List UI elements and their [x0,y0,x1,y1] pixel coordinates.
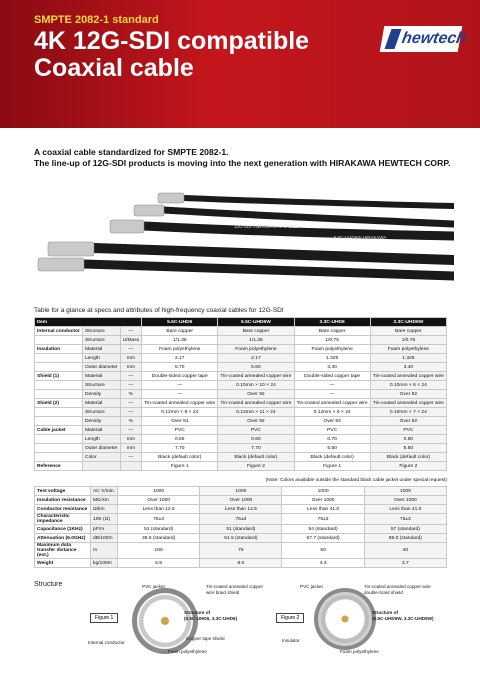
table-cell: 0.60 [370,435,446,444]
table-cell: 75±3 [282,514,364,525]
table-cell: Outer diameter [82,444,120,453]
table-cell: Over 92 [218,390,294,399]
table-cell: pF/m [91,525,118,534]
table-cell: 1000 [118,487,200,496]
table-row [35,444,447,453]
table-cell: Foam polyethylene [294,345,370,354]
table-cell: 75±3 [200,514,282,525]
table-cell: Maximum data transfer distance (est.) [35,543,91,559]
cable-print-1: 12G-SDI 75Ω COAXIAL CABLE [234,224,298,229]
fig1-pvc-label: PVC jacket [142,584,165,589]
table-cell: 1.325 [370,354,446,363]
table-title: Table for a glance at specs and attributes of high-frequency coaxial cables for 12G-SDI [34,307,284,314]
table-cell: 1000 [364,487,446,496]
table-cell: Reference [35,462,83,471]
table-cell: 7.70 [218,444,294,453]
table-cell: Figure 1 [294,462,370,471]
table-cell: Foam polyethylene [142,345,218,354]
table-cell [35,381,83,390]
table-row [35,487,447,496]
table-cell: Length [82,435,120,444]
cable-photo [34,180,454,290]
table-cell: Black (default color) [370,453,446,462]
table-cell: mm [120,363,142,372]
table-cell [35,453,83,462]
table-row [35,453,447,462]
table-cell: Tin-coated annealed copper wire [370,372,446,381]
hero-banner [0,0,480,128]
table-cell: Length [82,354,120,363]
table-cell: PVC [218,426,294,435]
fig2-insulator-label: Insulator [282,638,300,643]
table-cell: PVC [142,426,218,435]
table-cell: 1.325 [294,354,370,363]
table-cell: 50 [282,543,364,559]
table-row [35,435,447,444]
table-row [35,399,447,408]
table-cell: — [120,453,142,462]
table-cell [82,462,120,471]
table-cell: — [142,381,218,390]
table-cell: Structure [82,381,120,390]
fig1-braid-label: Tin-coated annealed copper wire braid shield [206,584,264,595]
table-cell: 1/0.75 [370,336,446,345]
table-cell: Internal conductor [35,327,83,336]
table-cell: 0.70 [294,435,370,444]
figure2-cross-section [312,586,378,652]
table-cell: Over 92 [370,417,446,426]
table-cell: dB/100m [91,534,118,543]
table-header-cell: 3.3C-UHD6 [294,318,370,327]
table-cell: Foam polyethylene [370,345,446,354]
table-cell: Density [82,390,120,399]
table-cell: Tin-coated annealed copper wire [142,399,218,408]
table-cell: — [120,345,142,354]
fig1-label: Figure 1 [90,613,118,623]
table-cell: Conductor resistance [35,505,91,514]
table-cell: 75±3 [364,514,446,525]
logo-mark-icon [384,29,401,49]
table-cell: 67.7 (standard) [282,534,364,543]
table-cell: 99.0 (standard) [364,534,446,543]
table-cell: 3.40 [294,363,370,372]
table-cell: — [120,399,142,408]
table-cell: 51 (standard) [200,525,282,534]
table-cell: Over 92 [370,390,446,399]
table-cell: Material [82,372,120,381]
table-cell: Cable jacket [35,426,83,435]
table-cell [35,390,83,399]
table-cell: 5.50 [294,444,370,453]
table-cell: 4.3 [282,559,364,568]
table-cell: 51 (standard) [118,525,200,534]
table-row [35,514,447,525]
table-cell: Figure 2 [218,462,294,471]
table-cell: Figure 1 [142,462,218,471]
table-cell: Less than 41.0 [364,505,446,514]
table-cell: Outer diameter [82,363,120,372]
table-cell: Double-sided copper tape [142,372,218,381]
table-cell: — [142,390,218,399]
table-cell: Black (default color) [142,453,218,462]
fig2-label: Figure 2 [276,613,304,623]
table-cell: 0.10mm × 6 × 24 [370,381,446,390]
table-cell: — [294,381,370,390]
table-cell: % [120,417,142,426]
table-cell [35,363,83,372]
table-cell: 40 [364,543,446,559]
table-cell: Bare copper [294,327,370,336]
table-cell: mm [120,354,142,363]
table-cell: Structure [82,408,120,417]
electrical-table [34,486,447,568]
table-cell: mm [120,444,142,453]
table-cell: Tin-coated annealed copper wire [218,372,294,381]
table-cell: Black (default color) [218,453,294,462]
table-cell [35,354,83,363]
table-row [35,381,447,390]
table-cell [120,462,142,471]
table-cell: PVC [294,426,370,435]
table-cell: 54 (standard) [282,525,364,534]
table-cell [35,408,83,417]
table-cell: Attenuation (6.0GHz) [35,534,91,543]
table-row [35,390,447,399]
table-cell: 1/1.36 [218,336,294,345]
structure-title: Structure [34,581,63,588]
table-cell: Over 1000 [364,496,446,505]
table-cell: Less than 41.0 [282,505,364,514]
table-cell: Figure 2 [370,462,446,471]
table-cell: — [120,372,142,381]
table-cell: U/Mass [120,336,142,345]
table-cell: Material [82,345,120,354]
table-cell: 2.17 [218,354,294,363]
table-cell: Bare copper [370,327,446,336]
table-cell: Over 91 [142,417,218,426]
table-cell: 0.12mm × 6 × 24 [294,408,370,417]
table-cell: 0.12mm × 11 × 24 [218,408,294,417]
table-row [35,505,447,514]
table-cell: Color [82,453,120,462]
table-cell: Black (default color) [294,453,370,462]
table-row [35,426,447,435]
table-cell: 0.10mm × 10 × 24 [218,381,294,390]
company-logo: hewtech [380,26,463,52]
table-cell: Test voltage [35,487,91,496]
standard-label: SMPTE 2082-1 standard [34,14,159,26]
table-cell: 57 (standard) [364,525,446,534]
table-cell: Material [82,399,120,408]
table-cell [35,336,83,345]
table-row [35,327,447,336]
table-cell: Shield (2) [35,399,83,408]
table-cell: Over 1000 [200,496,282,505]
table-cell: m [91,543,118,559]
table-cell: Double-sided copper tape [294,372,370,381]
table-cell: — [294,390,370,399]
table-cell: Foam polyethylene [218,345,294,354]
table-cell: 0.60 [218,435,294,444]
table-cell: Characteristic impedance [35,514,91,525]
table-row [35,345,447,354]
table-row [35,559,447,568]
table-cell: Bare copper [142,327,218,336]
fig1-structure: Structure of (5.5C-UHD6, 3.3C-UHD6) [184,610,238,621]
table-cell: 51.5 (standard) [200,534,282,543]
table-cell: PVC [370,426,446,435]
table-cell: Over 92 [218,417,294,426]
table-cell: 10K (Ω) [91,514,118,525]
fig2-structure: Structure of (5.5C-UHD6W, 3.3C-UHD6W) [372,610,434,621]
table-row [35,496,447,505]
intro-text: A coaxial cable standardized for SMPTE 2082-1. The line-up of 12G-SDI products is moving into the next generation with HIRAKAWA HEWTECH CORP. [34,147,451,168]
table-row [35,417,447,426]
table-cell: 1000 [200,487,282,496]
table-row [35,372,447,381]
table-cell: 6.9 [118,559,200,568]
table-cell: 75 [200,543,282,559]
table-cell: Insulation [35,345,83,354]
table-row [35,462,447,471]
table-cell: mm [120,435,142,444]
fig2-foam-label: Foam polyethylene [340,649,379,654]
fig1-inner-label: Internal conductor [88,640,125,645]
table-cell: 8.0 [200,559,282,568]
table-cell: 39.5 (standard) [118,534,200,543]
cable-print-2: 5.5C-UHD6W HIRAKAWA [334,235,387,240]
table-cell: — [120,327,142,336]
fig1-foam-label: Foam polyethylene [168,649,207,654]
table-note: (Note: Colors available outside the standard black cable jacket under special request) [265,478,447,483]
table-cell: Structure [82,336,120,345]
table-row [35,354,447,363]
spec-table [34,317,447,471]
table-cell: Tin-coated annealed copper wire [370,399,446,408]
table-cell: Less than 12.5 [118,505,200,514]
table-cell: 1000 [282,487,364,496]
table-row [35,525,447,534]
table-cell: Shield (1) [35,372,83,381]
table-cell: 5.50 [370,444,446,453]
table-row [35,408,447,417]
table-cell: Ω/km [91,505,118,514]
table-cell: 0.65 [142,435,218,444]
table-cell: 3.40 [370,363,446,372]
table-cell: Bare copper [218,327,294,336]
table-cell: — [120,426,142,435]
table-header-cell: Item [35,318,142,327]
fig2-pvc-label: PVC jacket [300,584,323,589]
table-cell: Tin-coated annealed copper wire [294,399,370,408]
table-cell: — [120,381,142,390]
table-header-cell: 3.3C-UHD6W [370,318,446,327]
fig2-braid-label: Tin-coated annealed copper wire double-braid shield [364,584,431,595]
table-cell: 0.10mm × 7 × 24 [370,408,446,417]
table-cell: Structure [82,327,120,336]
table-cell: % [120,390,142,399]
table-header-cell: 5.5C-UHD6W [218,318,294,327]
table-cell: Weight [35,559,91,568]
table-row [35,543,447,559]
table-cell [35,417,83,426]
page-title: 4K 12G-SDI compatible Coaxial cable [34,27,310,82]
table-cell [35,444,83,453]
table-row [35,534,447,543]
table-header-cell: 5.5C-UHD6 [142,318,218,327]
table-row [35,363,447,372]
table-cell: kg/100m [91,559,118,568]
table-cell: 1/0.75 [294,336,370,345]
table-cell: 0.12mm × 8 × 24 [142,408,218,417]
table-cell: Capacitance (1KHz) [35,525,91,534]
table-row [35,336,447,345]
table-cell: Material [82,426,120,435]
table-cell: 2.17 [142,354,218,363]
table-cell: Density [82,417,120,426]
table-cell: — [120,408,142,417]
table-cell: 4.7 [364,559,446,568]
table-cell: 1/1.36 [142,336,218,345]
table-cell [35,435,83,444]
table-cell: 7.70 [142,444,218,453]
table-cell: Tin-coated annealed copper wire [218,399,294,408]
table-cell: Insulation resistance [35,496,91,505]
table-cell: 75±3 [118,514,200,525]
table-cell: Over 1000 [118,496,200,505]
table-cell: 5.60 [218,363,294,372]
table-cell: Over 1000 [282,496,364,505]
table-cell: Over 92 [294,417,370,426]
table-header-row [35,318,447,327]
table-cell: Less than 12.5 [200,505,282,514]
fig1-tape-label: Copper tape shield [186,636,225,641]
table-cell: MΩ·km [91,496,118,505]
table-cell: 5.70 [142,363,218,372]
table-cell: 100 [118,543,200,559]
table-cell: AC V/min. [91,487,118,496]
